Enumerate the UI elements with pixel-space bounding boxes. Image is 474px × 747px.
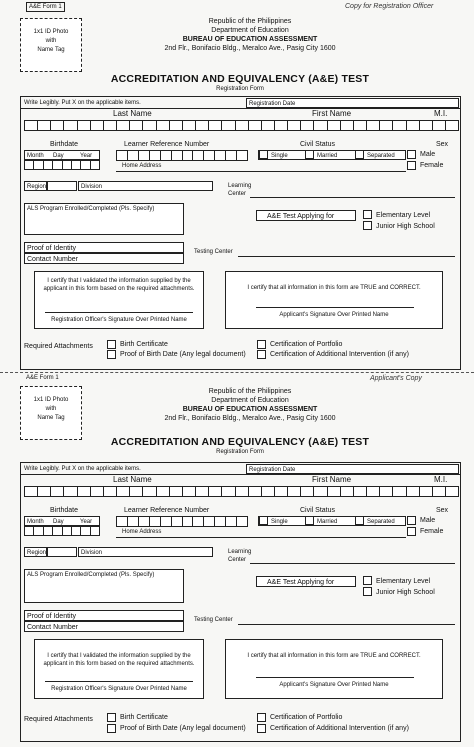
lrn-boxes[interactable] [116, 150, 248, 161]
junior-high-checkbox[interactable] [363, 587, 372, 596]
home-address-label: Home Address [122, 163, 162, 169]
birth-certificate-label: Birth Certificate [120, 341, 168, 348]
division-label: Division [81, 184, 103, 190]
officer-certification-text: I certify that I validated the information supplied by the applicant in this form based on the required attachments. [43, 278, 195, 292]
civil-status-label: Civil Status [300, 507, 336, 514]
proof-birth-label: Proof of Birth Date (Any legal document) [120, 725, 246, 732]
photo-line3: Name Tag [37, 415, 65, 421]
registration-date-label: Registration Date [249, 101, 296, 107]
als-program-field[interactable] [24, 203, 184, 235]
sex-label: Sex [436, 507, 449, 514]
als-program-label: ALS Program Enrolled/Completed (Pls. Specify) [27, 572, 155, 578]
male-checkbox[interactable] [407, 150, 416, 159]
form-registration-officer-copy [0, 0, 474, 373]
junior-high-checkbox[interactable] [363, 221, 372, 230]
birthdate-month-label: Month [27, 153, 44, 159]
applicant-certification-text: I certify that all information in this form are TRUE and CORRECT. [247, 653, 421, 659]
cert-additional-checkbox[interactable] [257, 724, 266, 733]
cert-additional-checkbox[interactable] [257, 350, 266, 359]
birthdate-year-label: Year [80, 519, 93, 525]
proof-identity-field[interactable] [24, 242, 184, 253]
form-title: ACCREDITATION AND EQUIVALENCY (A&E) TEST [110, 73, 370, 85]
separated-label: Separated [367, 519, 395, 525]
birthdate-year-label: Year [80, 153, 93, 159]
header-department: Department of Education [211, 27, 289, 34]
contact-number-label: Contact Number [27, 624, 78, 631]
instructions: Write Legibly. Put X on the applicable items. [24, 100, 141, 106]
civil-status-row [258, 150, 406, 160]
birthdate-labels-row [24, 516, 100, 526]
separated-checkbox[interactable] [355, 150, 364, 159]
header-republic: Republic of the Philippines [208, 18, 292, 25]
testing-center-label: Testing Center [194, 617, 233, 623]
elementary-checkbox[interactable] [363, 576, 372, 585]
cert-portfolio-checkbox[interactable] [257, 713, 266, 722]
instructions: Write Legibly. Put X on the applicable items. [24, 466, 141, 472]
required-attachments-label: Required Attachments [24, 343, 93, 350]
female-label: Female [420, 162, 444, 169]
first-name-label: First Name [312, 109, 352, 118]
learning-center-label-1: Learning [228, 549, 252, 555]
header-address: 2nd Flr., Bonifacio Bldg., Meralco Ave., Pasig City 1600 [164, 415, 336, 422]
proof-identity-label: Proof of Identity [27, 613, 77, 620]
married-label: Married [317, 153, 338, 159]
proof-birth-label: Proof of Birth Date (Any legal document) [120, 351, 246, 358]
testing-center-label: Testing Center [194, 249, 233, 255]
married-label: Married [317, 519, 338, 525]
test-applying-box [256, 576, 356, 587]
division-field[interactable] [78, 181, 213, 191]
region-label-box [24, 547, 47, 557]
form-applicant-copy [0, 374, 474, 747]
lrn-label: Learner Reference Number [124, 507, 210, 514]
separated-checkbox[interactable] [355, 516, 364, 525]
birth-certificate-checkbox[interactable] [107, 713, 116, 722]
female-checkbox[interactable] [407, 527, 416, 536]
required-attachments-label: Required Attachments [24, 716, 93, 723]
copy-label: Copy for Registration Officer [345, 3, 434, 10]
contact-number-field[interactable] [24, 621, 184, 632]
form-subtitle: Registration Form [216, 86, 264, 92]
region-label: Region [27, 550, 47, 556]
photo-line2: with [45, 38, 57, 44]
copy-label: Applicant's Copy [370, 375, 422, 382]
single-label: Single [271, 153, 288, 159]
elementary-label: Elementary Level [376, 212, 431, 219]
registration-date-field[interactable] [246, 464, 459, 474]
header-republic: Republic of the Philippines [208, 388, 292, 395]
cert-additional-label: Certification of Additional Intervention (if any) [270, 351, 409, 358]
separated-label: Separated [367, 153, 395, 159]
applicant-signature-label: Applicant's Signature Over Printed Name [279, 312, 389, 318]
proof-identity-label: Proof of Identity [27, 245, 77, 252]
cert-portfolio-checkbox[interactable] [257, 340, 266, 349]
division-label: Division [81, 550, 103, 556]
last-name-label: Last Name [113, 109, 152, 118]
region-field[interactable] [47, 547, 77, 557]
division-field[interactable] [78, 547, 213, 557]
officer-signature-label: Registration Officer's Signature Over Printed Name [51, 686, 187, 692]
proof-identity-field[interactable] [24, 610, 184, 621]
learning-center-label-2: Center [228, 557, 247, 563]
name-boxes[interactable] [24, 120, 459, 131]
birthdate-boxes[interactable] [24, 160, 100, 170]
officer-certification-box [34, 271, 204, 329]
mi-label: M.I. [434, 109, 448, 118]
officer-certification-box [34, 639, 204, 699]
cert-additional-label: Certification of Additional Intervention (if any) [270, 725, 409, 732]
header-department: Department of Education [211, 397, 289, 404]
photo-line1: 1x1 ID Photo [33, 29, 69, 35]
applicant-signature-label: Applicant's Signature Over Printed Name [279, 682, 389, 688]
single-checkbox[interactable] [259, 150, 268, 159]
junior-high-label: Junior High School [376, 223, 435, 230]
photo-line2: with [45, 406, 57, 412]
proof-birth-checkbox[interactable] [107, 724, 116, 733]
registration-date-label: Registration Date [249, 467, 296, 473]
contact-number-field[interactable] [24, 253, 184, 264]
male-checkbox[interactable] [407, 516, 416, 525]
applicant-certification-text: I certify that all information in this form are TRUE and CORRECT. [247, 285, 421, 291]
proof-birth-checkbox[interactable] [107, 350, 116, 359]
mi-label: M.I. [434, 475, 448, 484]
name-boxes[interactable] [24, 486, 459, 497]
birthdate-day-label: Day [53, 153, 64, 159]
photo-line1: 1x1 ID Photo [33, 397, 69, 403]
form-label: A&E Form 1 [26, 375, 59, 381]
contact-number-label: Contact Number [27, 256, 78, 263]
form-label: A&E Form 1 [26, 2, 65, 12]
registration-date-field[interactable] [246, 98, 459, 108]
single-checkbox[interactable] [259, 516, 268, 525]
married-checkbox[interactable] [305, 516, 314, 525]
test-applying-box [256, 210, 356, 221]
first-name-label: First Name [312, 475, 352, 484]
birthdate-label: Birthdate [50, 507, 79, 514]
learning-center-label-1: Learning [228, 183, 252, 189]
birthdate-month-label: Month [27, 519, 44, 525]
test-applying-label: A&E Test Applying for [267, 579, 335, 586]
birthdate-label: Birthdate [50, 141, 79, 148]
elementary-checkbox[interactable] [363, 210, 372, 219]
single-label: Single [271, 519, 288, 525]
male-label: Male [420, 517, 436, 524]
header-address: 2nd Flr., Bonifacio Bldg., Meralco Ave., Pasig City 1600 [164, 45, 336, 52]
photo-box [20, 386, 82, 440]
birthdate-labels-row [24, 150, 100, 160]
officer-certification-text: I certify that I validated the information supplied by the applicant in this form based on the required attachments. [43, 653, 195, 667]
elementary-label: Elementary Level [376, 578, 431, 585]
last-name-label: Last Name [113, 475, 152, 484]
test-applying-label: A&E Test Applying for [267, 213, 335, 220]
civil-status-row [258, 516, 406, 526]
female-checkbox[interactable] [407, 161, 416, 170]
married-checkbox[interactable] [305, 150, 314, 159]
applicant-certification-box [225, 639, 443, 699]
cert-portfolio-label: Certification of Portfolio [270, 341, 343, 348]
photo-box [20, 18, 82, 72]
header-bureau: BUREAU OF EDUCATION ASSESSMENT [182, 36, 318, 43]
header-bureau: BUREAU OF EDUCATION ASSESSMENT [182, 406, 318, 413]
region-label: Region [27, 184, 47, 190]
form-title: ACCREDITATION AND EQUIVALENCY (A&E) TEST [110, 436, 370, 448]
form-subtitle: Registration Form [216, 449, 264, 455]
birthdate-boxes[interactable] [24, 526, 100, 536]
sex-label: Sex [436, 141, 449, 148]
birthdate-day-label: Day [53, 519, 64, 525]
region-field[interactable] [47, 181, 77, 191]
junior-high-label: Junior High School [376, 589, 435, 596]
female-label: Female [420, 528, 444, 535]
cert-portfolio-label: Certification of Portfolio [270, 714, 343, 721]
home-address-label: Home Address [122, 529, 162, 535]
birth-certificate-checkbox[interactable] [107, 340, 116, 349]
learning-center-label-2: Center [228, 191, 247, 197]
als-program-field[interactable] [24, 569, 184, 603]
als-program-label: ALS Program Enrolled/Completed (Pls. Specify) [27, 206, 155, 212]
civil-status-label: Civil Status [300, 141, 336, 148]
birth-certificate-label: Birth Certificate [120, 714, 168, 721]
lrn-boxes[interactable] [116, 516, 248, 527]
officer-signature-label: Registration Officer's Signature Over Printed Name [51, 317, 187, 323]
photo-line3: Name Tag [37, 47, 65, 53]
region-label-box [24, 181, 47, 191]
male-label: Male [420, 151, 436, 158]
applicant-certification-box [225, 271, 443, 329]
lrn-label: Learner Reference Number [124, 141, 210, 148]
